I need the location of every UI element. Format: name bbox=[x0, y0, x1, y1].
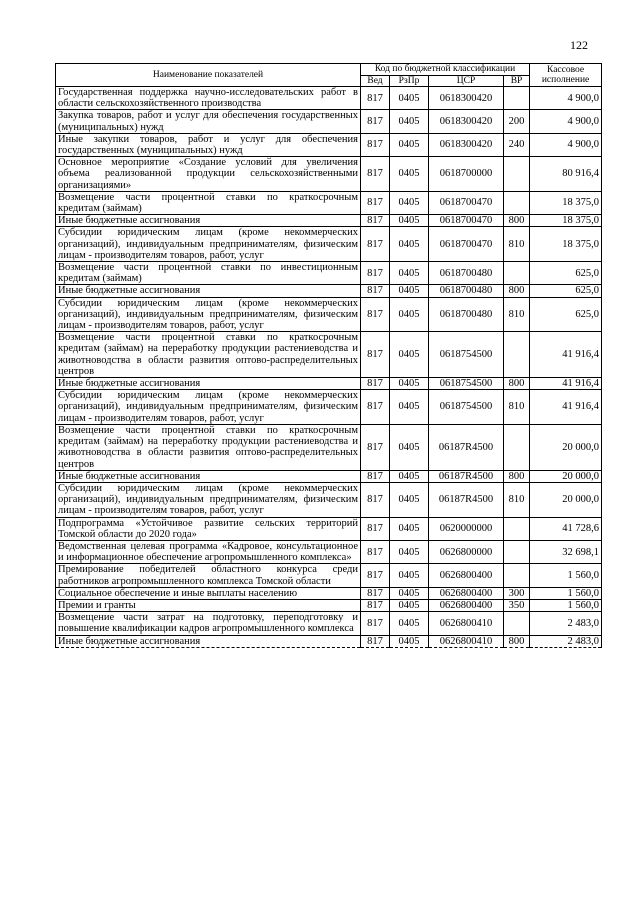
cell-vr: 800 bbox=[504, 378, 530, 390]
cell-rzpr: 0405 bbox=[390, 227, 429, 262]
cell-ved: 817 bbox=[361, 517, 390, 540]
table-body bbox=[56, 87, 602, 648]
cell-rzpr: 0405 bbox=[390, 424, 429, 470]
budget-execution-table bbox=[55, 63, 602, 648]
cell-name: Основное мероприятие «Создание условий для увеличения объема реализованной продукции сельскохозяйственными организациями» bbox=[56, 157, 361, 192]
cell-ved: 817 bbox=[361, 133, 390, 156]
cell-ved: 817 bbox=[361, 564, 390, 587]
cell-amount: 20 000,0 bbox=[530, 470, 602, 482]
cell-ved: 817 bbox=[361, 390, 390, 425]
cell-vr: 810 bbox=[504, 297, 530, 332]
cell-name: Государственная поддержка научно-исследовательских работ в области сельскохозяйственного производства bbox=[56, 87, 361, 110]
cell-rzpr: 0405 bbox=[390, 378, 429, 390]
cell-csr: 06187R4500 bbox=[429, 470, 504, 482]
cell-name: Иные бюджетные ассигнования bbox=[56, 285, 361, 297]
table-row bbox=[56, 599, 602, 611]
cell-rzpr: 0405 bbox=[390, 297, 429, 332]
cell-ved: 817 bbox=[361, 297, 390, 332]
cell-name: Возмещение части процентной ставки по инвестиционным кредитам (займам) bbox=[56, 262, 361, 285]
cell-amount: 41 916,4 bbox=[530, 378, 602, 390]
cell-rzpr: 0405 bbox=[390, 564, 429, 587]
table-row bbox=[56, 191, 602, 214]
cell-rzpr: 0405 bbox=[390, 215, 429, 227]
cell-vr bbox=[504, 87, 530, 110]
cell-rzpr: 0405 bbox=[390, 599, 429, 611]
cell-ved: 817 bbox=[361, 482, 390, 517]
cell-vr: 810 bbox=[504, 227, 530, 262]
cell-csr: 0618700470 bbox=[429, 191, 504, 214]
cell-amount: 4 900,0 bbox=[530, 133, 602, 156]
cell-amount: 18 375,0 bbox=[530, 215, 602, 227]
cell-name: Возмещение части процентной ставки по краткосрочным кредитам (займам) bbox=[56, 191, 361, 214]
cell-name: Премирование победителей областного конкурса среди работников агропромышленного комплекса Томской области bbox=[56, 564, 361, 587]
table-row bbox=[56, 332, 602, 378]
table-row bbox=[56, 157, 602, 192]
header-csr: ЦСР bbox=[429, 75, 504, 87]
cell-rzpr: 0405 bbox=[390, 470, 429, 482]
cell-csr: 0618300420 bbox=[429, 110, 504, 133]
header-code-group: Код по бюджетной классификации bbox=[361, 64, 530, 76]
cell-ved: 817 bbox=[361, 378, 390, 390]
cell-rzpr: 0405 bbox=[390, 110, 429, 133]
cell-name: Иные бюджетные ассигнования bbox=[56, 635, 361, 647]
cell-rzpr: 0405 bbox=[390, 540, 429, 563]
table-row bbox=[56, 390, 602, 425]
cell-vr: 800 bbox=[504, 285, 530, 297]
cell-rzpr: 0405 bbox=[390, 612, 429, 635]
cell-ved: 817 bbox=[361, 470, 390, 482]
cell-csr: 0626800400 bbox=[429, 564, 504, 587]
cell-name: Субсидии юридическим лицам (кроме некоммерческих организаций), индивидуальным предпринимателям, физическим лицам - производителям товаров, работ, услуг bbox=[56, 482, 361, 517]
table-row bbox=[56, 635, 602, 647]
header-amount: Кассовое исполнение bbox=[530, 64, 602, 87]
cell-csr: 0626800410 bbox=[429, 635, 504, 647]
cell-rzpr: 0405 bbox=[390, 482, 429, 517]
cell-ved: 817 bbox=[361, 612, 390, 635]
cell-vr: 810 bbox=[504, 390, 530, 425]
cell-amount: 41 728,6 bbox=[530, 517, 602, 540]
cell-ved: 817 bbox=[361, 87, 390, 110]
cell-rzpr: 0405 bbox=[390, 87, 429, 110]
table-row bbox=[56, 110, 602, 133]
cell-name: Субсидии юридическим лицам (кроме некоммерческих организаций), индивидуальным предпринимателям, физическим лицам - производителям товаров, работ, услуг bbox=[56, 227, 361, 262]
cell-rzpr: 0405 bbox=[390, 635, 429, 647]
table-row bbox=[56, 517, 602, 540]
cell-ved: 817 bbox=[361, 215, 390, 227]
cell-name: Иные закупки товаров, работ и услуг для обеспечения государственных (муниципальных) нужд bbox=[56, 133, 361, 156]
cell-csr: 06187R4500 bbox=[429, 424, 504, 470]
cell-ved: 817 bbox=[361, 227, 390, 262]
cell-amount: 18 375,0 bbox=[530, 227, 602, 262]
cell-ved: 817 bbox=[361, 424, 390, 470]
cell-ved: 817 bbox=[361, 599, 390, 611]
cell-amount: 2 483,0 bbox=[530, 635, 602, 647]
cell-ved: 817 bbox=[361, 191, 390, 214]
cell-vr: 240 bbox=[504, 133, 530, 156]
cell-amount: 1 560,0 bbox=[530, 599, 602, 611]
cell-rzpr: 0405 bbox=[390, 133, 429, 156]
cell-name: Возмещение части процентной ставки по краткосрочным кредитам (займам) на переработку продукции растениеводства и животноводства в области развития оптово-распределительных центров bbox=[56, 332, 361, 378]
cell-name: Возмещение части затрат на подготовку, переподготовку и повышение квалификации кадров агропромышленного комплекса bbox=[56, 612, 361, 635]
cell-csr: 0626800000 bbox=[429, 540, 504, 563]
cell-csr: 0626800400 bbox=[429, 587, 504, 599]
cell-vr: 200 bbox=[504, 110, 530, 133]
cell-csr: 06187R4500 bbox=[429, 482, 504, 517]
cell-name: Премии и гранты bbox=[56, 599, 361, 611]
cell-name: Закупка товаров, работ и услуг для обеспечения государственных (муниципальных) нужд bbox=[56, 110, 361, 133]
cell-amount: 1 560,0 bbox=[530, 587, 602, 599]
cell-name: Субсидии юридическим лицам (кроме некоммерческих организаций), индивидуальным предпринимателям, физическим лицам - производителям товаров, работ, услуг bbox=[56, 297, 361, 332]
cell-ved: 817 bbox=[361, 262, 390, 285]
cell-rzpr: 0405 bbox=[390, 332, 429, 378]
cell-csr: 0618700480 bbox=[429, 285, 504, 297]
cell-name: Возмещение части процентной ставки по краткосрочным кредитам (займам) на переработку продукции растениеводства и животноводства в области развития оптово-распределительных центров bbox=[56, 424, 361, 470]
cell-vr bbox=[504, 157, 530, 192]
header-ved: Вед bbox=[361, 75, 390, 87]
cell-csr: 0626800410 bbox=[429, 612, 504, 635]
cell-amount: 20 000,0 bbox=[530, 482, 602, 517]
cell-rzpr: 0405 bbox=[390, 191, 429, 214]
cell-vr bbox=[504, 517, 530, 540]
cell-ved: 817 bbox=[361, 540, 390, 563]
cell-rzpr: 0405 bbox=[390, 157, 429, 192]
cell-vr: 800 bbox=[504, 215, 530, 227]
cell-name: Подпрограмма «Устойчивое развитие сельских территорий Томской области до 2020 года» bbox=[56, 517, 361, 540]
cell-rzpr: 0405 bbox=[390, 390, 429, 425]
table-row bbox=[56, 482, 602, 517]
cell-amount: 4 900,0 bbox=[530, 110, 602, 133]
cell-name: Иные бюджетные ассигнования bbox=[56, 378, 361, 390]
cell-name: Социальное обеспечение и иные выплаты населению bbox=[56, 587, 361, 599]
table-row bbox=[56, 470, 602, 482]
cell-amount: 20 000,0 bbox=[530, 424, 602, 470]
cell-vr bbox=[504, 424, 530, 470]
table-row bbox=[56, 564, 602, 587]
cell-ved: 817 bbox=[361, 332, 390, 378]
cell-csr: 0618300420 bbox=[429, 133, 504, 156]
cell-vr: 300 bbox=[504, 587, 530, 599]
cell-rzpr: 0405 bbox=[390, 285, 429, 297]
table-row bbox=[56, 133, 602, 156]
cell-vr bbox=[504, 540, 530, 563]
table-row bbox=[56, 540, 602, 563]
cell-vr bbox=[504, 612, 530, 635]
cell-name: Ведомственная целевая программа «Кадровое, консультационное и информационное обеспечение агропромышленного комплекса» bbox=[56, 540, 361, 563]
cell-name: Иные бюджетные ассигнования bbox=[56, 215, 361, 227]
table-row bbox=[56, 87, 602, 110]
table-row bbox=[56, 612, 602, 635]
cell-ved: 817 bbox=[361, 635, 390, 647]
cell-ved: 817 bbox=[361, 110, 390, 133]
cell-amount: 625,0 bbox=[530, 262, 602, 285]
cell-amount: 80 916,4 bbox=[530, 157, 602, 192]
cell-csr: 0620000000 bbox=[429, 517, 504, 540]
cell-name: Иные бюджетные ассигнования bbox=[56, 470, 361, 482]
cell-amount: 4 900,0 bbox=[530, 87, 602, 110]
cell-amount: 1 560,0 bbox=[530, 564, 602, 587]
cell-csr: 0618300420 bbox=[429, 87, 504, 110]
cell-amount: 625,0 bbox=[530, 285, 602, 297]
cell-amount: 41 916,4 bbox=[530, 332, 602, 378]
cell-ved: 817 bbox=[361, 285, 390, 297]
page-number: 122 bbox=[570, 38, 588, 52]
cell-ved: 817 bbox=[361, 587, 390, 599]
table-row bbox=[56, 215, 602, 227]
cell-rzpr: 0405 bbox=[390, 517, 429, 540]
cell-amount: 2 483,0 bbox=[530, 612, 602, 635]
table-row bbox=[56, 227, 602, 262]
cell-ved: 817 bbox=[361, 157, 390, 192]
header-name: Наименование показателей bbox=[56, 64, 361, 87]
cell-amount: 18 375,0 bbox=[530, 191, 602, 214]
cell-csr: 0618700480 bbox=[429, 297, 504, 332]
cell-csr: 0618754500 bbox=[429, 378, 504, 390]
cell-csr: 0618754500 bbox=[429, 332, 504, 378]
cell-name: Субсидии юридическим лицам (кроме некоммерческих организаций), индивидуальным предпринимателям, физическим лицам - производителям товаров, работ, услуг bbox=[56, 390, 361, 425]
cell-csr: 0618700480 bbox=[429, 262, 504, 285]
cell-csr: 0618700000 bbox=[429, 157, 504, 192]
cell-vr: 810 bbox=[504, 482, 530, 517]
table-row bbox=[56, 297, 602, 332]
table-row bbox=[56, 378, 602, 390]
cell-vr: 800 bbox=[504, 635, 530, 647]
cell-amount: 41 916,4 bbox=[530, 390, 602, 425]
cell-csr: 0618700470 bbox=[429, 215, 504, 227]
cell-rzpr: 0405 bbox=[390, 262, 429, 285]
cell-vr bbox=[504, 332, 530, 378]
cell-vr bbox=[504, 191, 530, 214]
table-row bbox=[56, 587, 602, 599]
header-rzpr: РзПр bbox=[390, 75, 429, 87]
table-row bbox=[56, 285, 602, 297]
cell-csr: 0618754500 bbox=[429, 390, 504, 425]
cell-amount: 625,0 bbox=[530, 297, 602, 332]
header-vr: ВР bbox=[504, 75, 530, 87]
cell-csr: 0618700470 bbox=[429, 227, 504, 262]
cell-amount: 32 698,1 bbox=[530, 540, 602, 563]
table-row bbox=[56, 262, 602, 285]
cell-csr: 0626800400 bbox=[429, 599, 504, 611]
cell-vr bbox=[504, 564, 530, 587]
cell-rzpr: 0405 bbox=[390, 587, 429, 599]
cell-vr: 350 bbox=[504, 599, 530, 611]
table-row bbox=[56, 424, 602, 470]
cell-vr bbox=[504, 262, 530, 285]
cell-vr: 800 bbox=[504, 470, 530, 482]
